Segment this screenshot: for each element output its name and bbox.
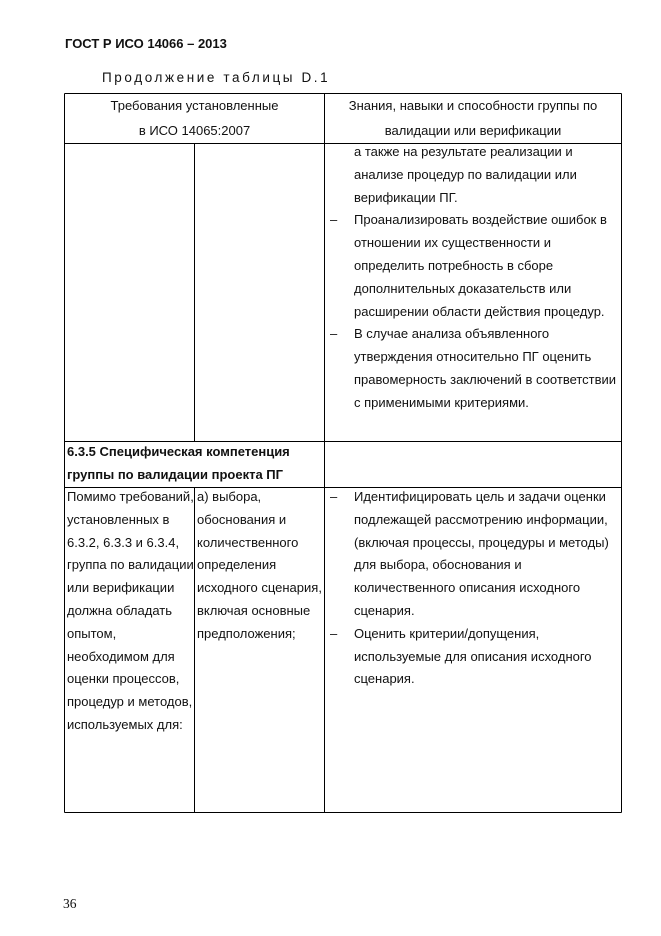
document-header: ГОСТ Р ИСО 14066 – 2013	[65, 36, 227, 51]
list-item	[330, 486, 620, 623]
list-item-text: Оценить критерии/допущения, используемые для описания исходного сценария.	[354, 625, 592, 687]
list-item-text: Проанализировать воздействие ошибок в отношении их существенности и определить потребность в сборе дополнительных доказательств или расширении области действия процедур.	[354, 212, 607, 319]
header-requirements-line1: Требования установленные	[110, 98, 279, 113]
list-dash: –	[330, 489, 338, 504]
row2-requirement-cell: Помимо требований, установленных в 6.3.2, 6.3.3 и 6.3.4, группа по валидации или верификации должна обладать опытом, необходимом для оценки процессов, процедур и методов, используемых для:	[67, 489, 194, 732]
header-knowledge-line2: валидации или верификации	[384, 123, 562, 138]
list-item-text: В случае анализа объявленного утверждения относительно ПГ оценить правомерность заключений в соответствии с применимыми критериями.	[354, 326, 617, 410]
table-continuation-label: Продолжение таблицы D.1	[102, 70, 331, 85]
section-title: 6.3.5 Специфическая компетенция группы по валидации проекта ПГ	[67, 444, 290, 482]
row2-knowledge-cell	[330, 486, 620, 691]
table-header-requirements	[65, 93, 324, 143]
list-item	[330, 209, 620, 323]
list-item	[330, 323, 620, 414]
table-header-knowledge	[325, 93, 621, 143]
continued-text: а также на результате реализации и анализе процедур по валидации или верификации ПГ.	[354, 144, 577, 205]
list-dash: –	[330, 326, 338, 342]
header-requirements-line2: в ИСО 14065:2007	[138, 123, 251, 138]
row2-subitem-cell: а) выбора, обоснования и количественного определения исходного сценария, включая основные предположения;	[197, 489, 322, 641]
list-dash: –	[330, 212, 338, 228]
page-number: 36	[63, 896, 77, 911]
list-item	[330, 623, 620, 691]
list-dash: –	[330, 625, 338, 641]
row1-knowledge-cell	[330, 141, 620, 415]
header-knowledge-line1: Знания, навыки и способности группы по	[348, 98, 598, 113]
list-item-text: Идентифицировать цель и задачи оценки подлежащей рассмотрению информации, (включая процессы, процедуры и методы) для выбора, обоснования и количественного описания исходного сценария.	[354, 489, 609, 618]
